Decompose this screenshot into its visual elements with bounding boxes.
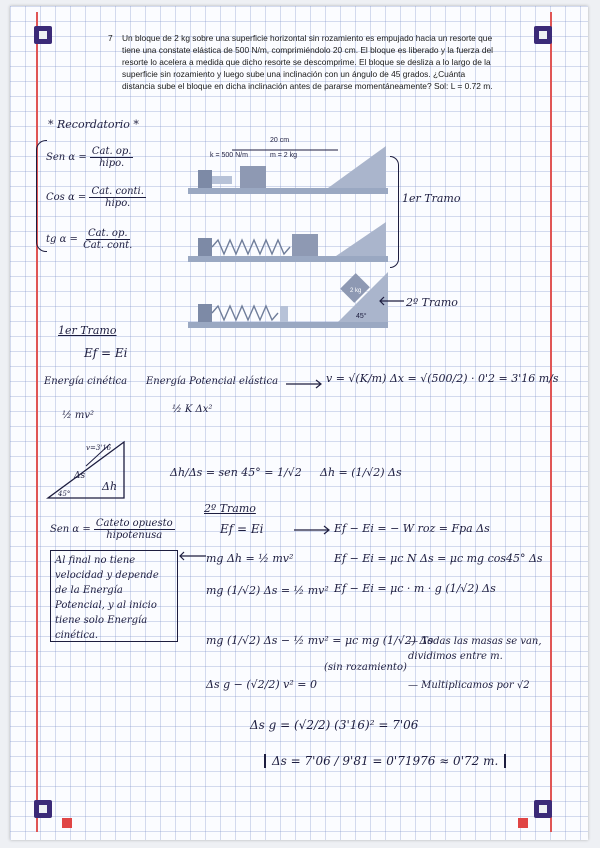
dh-result: Δh = (1/√2) Δs	[320, 466, 402, 479]
final-answer: Δs = 7'06 / 9'81 = 0'71976 ≈ 0'72 m.	[264, 754, 506, 768]
right-margin-line	[550, 12, 552, 832]
tri-label-v: v=3'16	[86, 444, 112, 452]
notebook-page	[10, 6, 588, 840]
s2-equation-1: mg Δh = ½ mv²	[206, 552, 294, 565]
sin-rozamiento-note: (sin rozamiento)	[324, 662, 407, 673]
tramo2-label: 2º Tramo	[406, 296, 458, 309]
elastic-energy-label: Energía Potencial elástica	[146, 376, 279, 387]
sen-definition: Sen α = $\frac{\text{Cateto opuesto}}{\text{hipotenusa}}$	[50, 518, 173, 541]
s2-rhs-2: Ef − Ei = μc N Δs = μc mg cos45° Δs	[334, 552, 543, 565]
section2-energy-equation: Ef = Ei	[220, 522, 264, 536]
problem-text: Un bloque de 2 kg sobre una superficie horizontal sin rozamiento es empujado hacia un resorte que tiene una constate elástica de 500 N/m, comprimiéndolo 20 cm. El bloque es liberado y la fuerza del resorte lo acelera a medida que dicho resorte se descomprime. El bloque se desliza a lo largo de la superficie sin rozamiento y luego sube una inclinación con un ángulo de 45 grados. ¿Cuánta distancia sube el bloque en dicha inclinación antes de pararse momentáneamente? Sol: L = 0.72 m.	[122, 33, 494, 91]
fig-angle-label: 45°	[356, 313, 367, 320]
note-arrow	[178, 550, 208, 562]
binder-hole-bottom-left	[34, 800, 52, 818]
binder-hole-bottom-right	[534, 800, 552, 818]
problem-number: 7	[108, 33, 113, 43]
cos-definition: Cos α = $\frac{\text{Cat. conti.}}{\text{hipo.}}$	[46, 186, 144, 209]
kinetic-energy-label: Energía cinética	[44, 376, 128, 387]
s2-rhs-3: Ef − Ei = μc · m · g (1/√2) Δs	[334, 582, 496, 595]
dh-ratio: Δh/Δs = sen 45° = 1/√2	[170, 466, 302, 479]
s2-comment-1: — Todas las masas se van, dividimos entre m.	[408, 636, 542, 662]
tg-definition: tg α = $\frac{\text{Cat. op.}}{\text{Cat. cont.}}$	[46, 228, 133, 251]
binder-hole-top-right	[534, 26, 552, 44]
s2-equation-2: mg (1/√2) Δs = ½ mv²	[206, 584, 329, 597]
fig-block-label: 2 kg	[350, 288, 362, 294]
section1-heading: 1er Tramo	[58, 324, 117, 337]
s2-arrow	[292, 524, 332, 536]
spring-ramp-figure	[188, 126, 388, 336]
tramo2-arrow	[378, 294, 406, 308]
problem-statement	[108, 32, 494, 92]
tri-angle: 45°	[58, 490, 71, 498]
s2-equation-5: Δs g = (√2/2) (3'16)² = 7'06	[250, 718, 419, 732]
stage-2-drawing	[188, 222, 388, 262]
s2-equation-4: Δs g − (√2/2) v² = 0	[206, 678, 317, 691]
fig-d-label: 20 cm	[270, 137, 290, 144]
red-tab-right	[518, 818, 528, 828]
velocity-result: v = √(K/m) Δx = √(500/2) · 0'2 = 3'16 m/s	[326, 372, 559, 385]
elastic-energy-formula: ½ K Δx²	[172, 404, 213, 415]
section1-energy-equation: Ef = Ei	[84, 346, 128, 360]
s1-arrow	[284, 378, 324, 390]
kinetic-energy-formula: ½ mv²	[62, 410, 95, 421]
left-margin-line	[36, 12, 38, 832]
tramo1-label: 1er Tramo	[402, 192, 461, 205]
boxed-note: Al final no tiene velocidad y depende de la Energía Potencial, y al inicio tiene solo Energía cinética.	[50, 550, 178, 642]
tri-label-s: Δs	[74, 471, 86, 481]
s2-comment-2: — Multiplicamos por √2	[408, 680, 530, 691]
s2-rhs-1: Ef − Ei = − W roz = Fpa Δs	[334, 522, 490, 535]
fig-m-label: m = 2 kg	[270, 152, 298, 159]
binder-hole-top-left	[34, 26, 52, 44]
tri-label-h: Δh	[102, 480, 118, 493]
s2-equation-3: mg (1/√2) Δs − ½ mv² = μc mg (1/√2) Δs	[206, 634, 434, 647]
reminder-title: * Recordatorio *	[48, 118, 139, 131]
fig-k-label: k = 500 N/m	[210, 152, 248, 159]
section2-heading: 2º Tramo	[204, 502, 256, 515]
red-tab-left	[62, 818, 72, 828]
sin-definition: Sen α = $\frac{\text{Cat. op.}}{\text{hipo.}}$	[46, 146, 132, 169]
tramo1-brace	[390, 156, 399, 268]
